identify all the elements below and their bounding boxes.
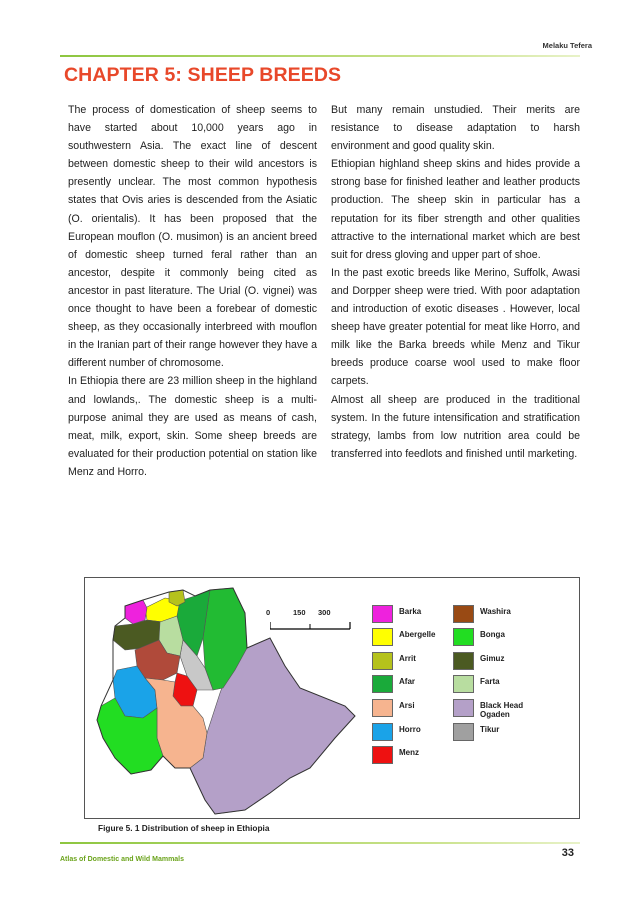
scale-label: 150	[293, 608, 306, 617]
legend-label: Bonga	[480, 630, 505, 639]
legend-label: Afar	[399, 677, 416, 686]
legend-swatch	[372, 723, 393, 741]
legend-swatch	[372, 675, 393, 693]
legend-swatch	[372, 628, 393, 646]
legend-label: Arrit	[399, 654, 416, 663]
right-column	[331, 101, 580, 463]
paragraph: Almost all sheep are produced in the traditional system. In the future intensification and stratification strategy, lambs from low nutrition area could be transferred into feedlots and finished until marketing.	[331, 393, 580, 460]
paragraph: In the past exotic breeds like Merino, Suffolk, Awasi and Dorpper sheep were tried. With poor adaptation and introduction of exotic diseases . However, local sheep have greater potential for meat like Horro, and milk like the Barka breeds while Menz and Tikur breeds produce coarse wool used to make floor carpets.	[331, 266, 580, 388]
header-rule	[60, 55, 580, 57]
scale-label: 0	[266, 608, 271, 617]
region-barka	[125, 600, 147, 624]
legend-label: Abergelle	[399, 630, 436, 639]
legend-label: Farta	[480, 677, 500, 686]
figure-caption: Figure 5. 1 Distribution of sheep in Ethiopia	[98, 823, 270, 833]
legend-label: Black Head Ogaden	[480, 701, 524, 719]
legend-label: Menz	[399, 748, 419, 757]
legend-label: Horro	[399, 725, 421, 734]
legend-swatch	[453, 628, 474, 646]
legend-swatch	[372, 746, 393, 764]
legend-swatch	[453, 605, 474, 623]
legend-swatch	[453, 652, 474, 670]
map-scale-bar	[270, 620, 365, 634]
left-column	[68, 101, 317, 481]
footer-book-title: Atlas of Domestic and Wild Mammals	[60, 856, 185, 863]
legend-label: Gimuz	[480, 654, 505, 663]
paragraph: In Ethiopia there are 23 million sheep in the highland and lowlands,. The domestic sheep is a multi-purpose animal they are used as means of cash, meat, milk, export, skin. Some sheep breeds are evaluated for their production potential on station like Menz and Horro.	[68, 375, 317, 478]
legend-swatch	[453, 723, 474, 741]
legend-label: Arsi	[399, 701, 415, 710]
paragraph: But many remain unstudied. Their merits are resistance to disease adaptation to harsh environment and good quality skin.	[331, 104, 580, 153]
legend-swatch	[453, 699, 474, 717]
chapter-title: CHAPTER 5: SHEEP BREEDS	[64, 64, 342, 86]
paragraph: Ethiopian highland sheep skins and hides provide a strong base for finished leather and leather products production. The sheep skin in particular has a reputation for its fiber strength and other qualities attractive to the international market which are best suit for dress gloving and upper part of shoe.	[331, 158, 580, 261]
sheep-distribution-map	[84, 577, 580, 819]
legend-label: Washira	[480, 607, 511, 616]
header-author: Melaku Tefera	[542, 41, 592, 50]
legend-label: Tikur	[480, 725, 500, 734]
legend-swatch	[372, 699, 393, 717]
footer-rule	[60, 842, 580, 844]
scale-label: 300	[318, 608, 331, 617]
page-number: 33	[561, 847, 574, 859]
legend-swatch	[372, 652, 393, 670]
legend-label: Barka	[399, 607, 422, 616]
legend-swatch	[453, 675, 474, 693]
legend-swatch	[372, 605, 393, 623]
paragraph: The process of domestication of sheep seems to have started about 10,000 years ago in southwestern Asia. The exact line of descent between domestic sheep to their wild ancestors is presently unclear. The most common hypothesis states that Ovis aries is descended from the Asiatic (O. orientalis). It has been proposed that the European mouflon (O. musimon) is an ancient breed of domestic sheep turned feral rather than an ancestor, despite it commonly being cited as ancestor in past literature. The Urial (O. vignei) was once thought to have been a forebear of domestic sheep, as they occasionally interbreed with mouflon in the Iranian part of their range however they have a different number of chromosome.	[68, 104, 317, 370]
